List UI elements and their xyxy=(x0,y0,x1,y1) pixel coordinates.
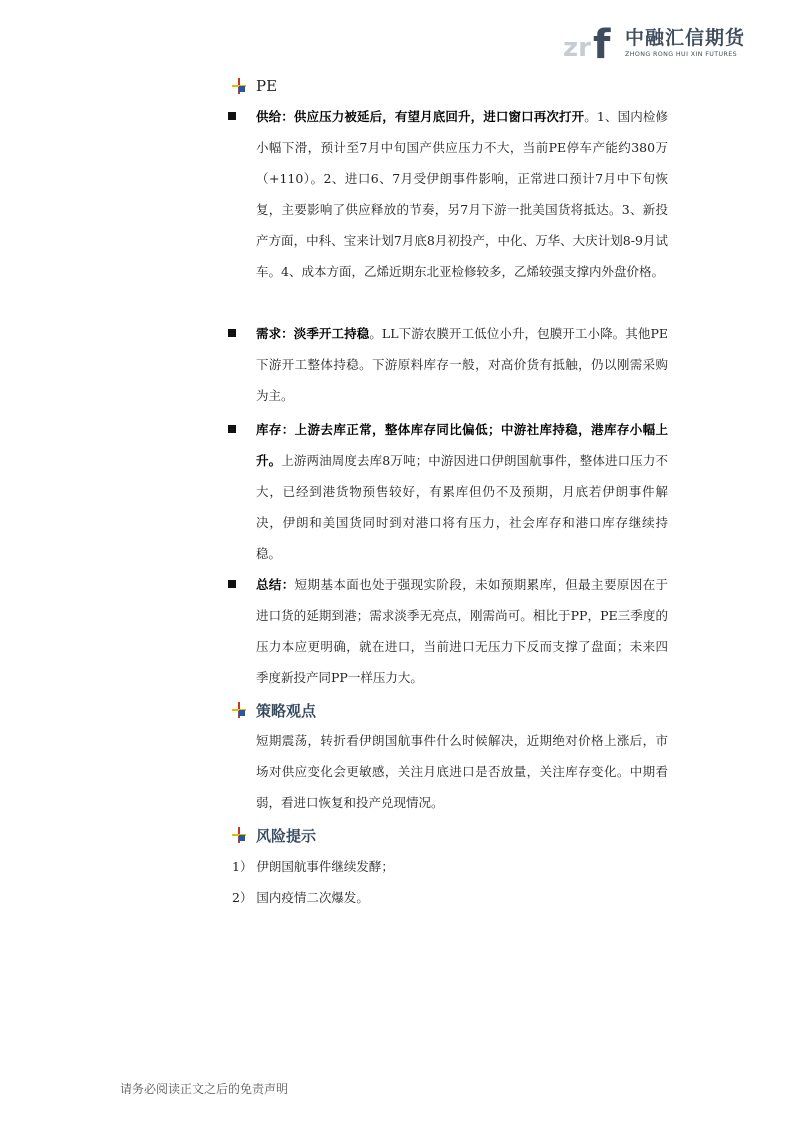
strategy-paragraph: 短期震荡，转折看伊朗国航事件什么时候解决，近期绝对价格上涨后，市场对供应变化会更敏感，关注月底进口是否放量，关注库存变化。中期看弱，看进口恢复和投产兑现情况。 xyxy=(256,733,668,810)
bullet-body: 。1、国内检修小幅下滑，预计至7月中旬国产供应压力不大，当前PE停车产能约380万（+110）。2、进口6、7月受伊朗事件影响，正常进口预计7月中下旬恢复，主要影响了供应释放的节奏，另7月下游一批美国货将抵达。3、新投产方面，中科、宝来计划7月底8月初投产，中化、万华、大庆计划8-9月试车。4、成本方面，乙烯近期东北亚检修较多，乙烯较强支撑内外盘价格。 xyxy=(256,109,668,279)
footer-disclaimer: 请务必阅读正文之后的免责声明 xyxy=(120,1082,289,1096)
logo-english-name: ZHONG RONG HUI XIN FUTURES xyxy=(625,51,738,58)
bullet-paragraph xyxy=(256,101,668,287)
bullet-bold-lead: 供给：供应压力被延后，有望月底回升，进口窗口再次打开 xyxy=(256,109,585,124)
bullet-bold-lead: 库存：上游去库正常，整体库存同比偏低；中游社库持稳，港库存小幅上升。 xyxy=(256,422,668,468)
section-title-risk: 风险提示 xyxy=(256,826,317,845)
bullet-bold-lead: 总结： xyxy=(256,577,295,592)
bullet-body: 短期基本面也处于强现实阶段，未如预期累库，但最主要原因在于进口货的延期到港；需求淡季无亮点，刚需尚可。相比于PP，PE三季度的压力本应更明确，就在进口，当前进口无压力下反而支撑了盘面；未来四季度新投产同PP一样压力大。 xyxy=(256,577,668,685)
logo-chinese-name: 中融汇信期货 xyxy=(625,27,746,49)
zrf-logo-icon xyxy=(563,20,619,64)
company-logo xyxy=(563,20,753,66)
section-title-strategy: 策略观点 xyxy=(256,701,317,720)
bullet-demand xyxy=(228,318,668,411)
bullet-summary xyxy=(228,569,668,693)
bullet-paragraph xyxy=(256,414,668,569)
bullet-inventory xyxy=(228,414,668,569)
square-bullet-icon xyxy=(228,329,236,337)
section-heading-pe xyxy=(232,74,277,98)
bullet-supply xyxy=(228,101,668,287)
svg-text:f: f xyxy=(593,22,611,64)
section-heading-strategy xyxy=(232,698,316,722)
section-marker-icon xyxy=(232,78,246,94)
square-bullet-icon xyxy=(228,425,236,433)
bullet-bold-lead: 需求：淡季开工持稳 xyxy=(256,326,370,341)
square-bullet-icon xyxy=(228,580,236,588)
bullet-body: 。LL下游农膜开工低位小升，包膜开工小降。其他PE下游开工整体持稳。下游原料库存一般，对高价货有抵触，仍以刚需采购为主。 xyxy=(256,326,668,403)
section-heading-risk xyxy=(232,823,316,847)
bullet-body: 上游两油周度去库8万吨；中游因进口伊朗国航事件，整体进口压力不大，已经到港货物预售较好，有累库但仍不及预期，月底若伊朗事件解决，伊朗和美国货同时到对港口将有压力，社会库存和港口库存继续持稳。 xyxy=(256,453,668,561)
section-title-pe: PE xyxy=(256,77,278,95)
svg-text:zr: zr xyxy=(563,33,591,63)
bullet-paragraph xyxy=(256,318,668,411)
section-marker-icon xyxy=(232,702,246,718)
section-marker-icon xyxy=(232,827,246,843)
risk-item-2: 2） 国内疫情二次爆发。 xyxy=(232,890,369,905)
bullet-paragraph xyxy=(256,569,668,693)
risk-item-1: 1） 伊朗国航事件继续发酵； xyxy=(232,859,394,874)
square-bullet-icon xyxy=(228,112,236,120)
